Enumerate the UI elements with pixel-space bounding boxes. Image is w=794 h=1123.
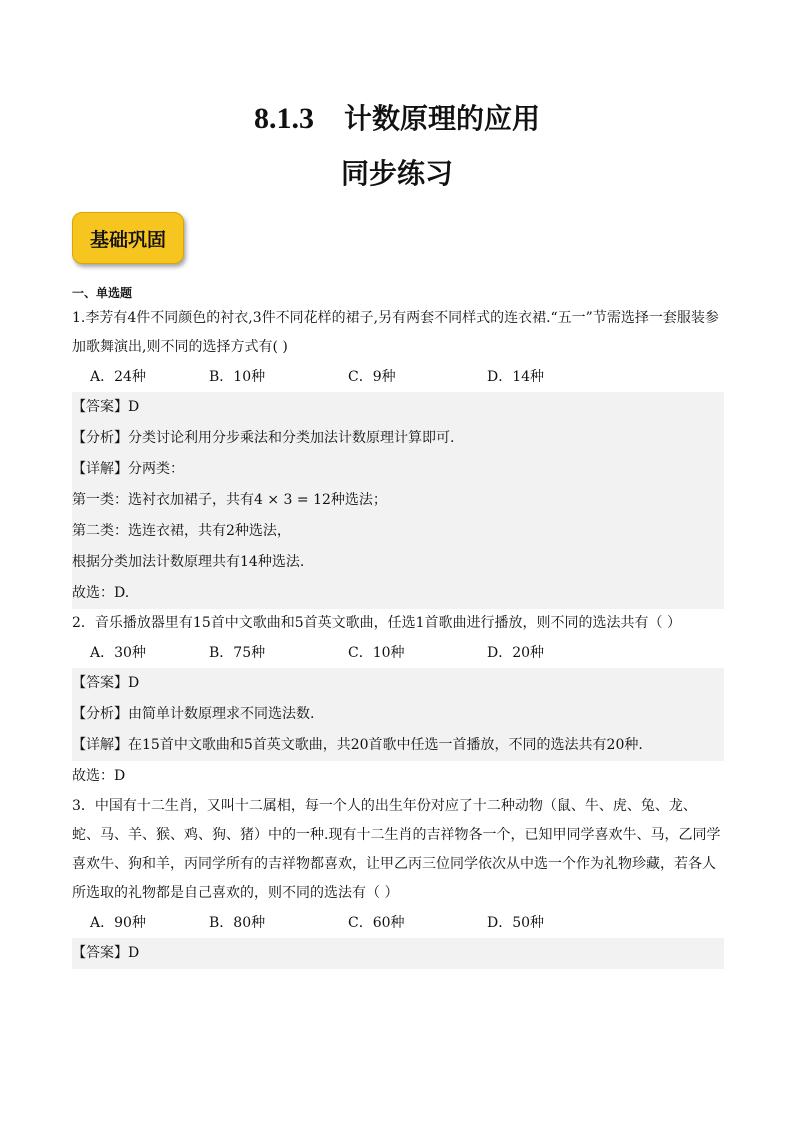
option-a: A．90种 xyxy=(90,915,146,931)
question-1-solution xyxy=(72,392,724,609)
option-c: C．9种 xyxy=(348,369,396,385)
question-2-solution xyxy=(72,668,724,761)
title-text: 计数原理的应用 xyxy=(343,102,540,135)
option-d: D．20种 xyxy=(487,645,545,661)
question-list xyxy=(72,282,724,969)
question-2-conclusion xyxy=(72,761,724,792)
question-1-text: 1.李芳有4件不同颜色的衬衣,3件不同花样的裙子,另有两套不同样式的连衣裙.“五一”节需选择一套服装参加歌舞演出,则不同的选择方式有( ) xyxy=(72,310,719,355)
section-heading: 一、单选题 xyxy=(72,286,133,300)
detail-line: 【详解】在15首中文歌曲和5首英文歌曲，共20首歌中任选一首播放，不同的选法共有20种. xyxy=(72,737,643,753)
option-b: B．10种 xyxy=(209,369,266,385)
question-3-options xyxy=(72,908,724,938)
question-3-text: 3．中国有十二生肖，又叫十二属相，每一个人的出生年份对应了十二种动物（鼠、牛、虎、兔、龙、蛇、马、羊、猴、鸡、狗、猪）中的一种.现有十二生肖的吉祥物各一个，已知甲同学喜欢牛、马，乙同学喜欢牛、狗和羊，丙同学所有的吉祥物都喜欢，让甲乙丙三位同学依次从中选一个作为礼物珍藏，若各人所选取的礼物都是自己喜欢的，则不同的选法有（ ） xyxy=(72,798,721,901)
option-b: B．75种 xyxy=(209,645,266,661)
section-badge: 基础巩固 xyxy=(72,212,184,264)
page-title xyxy=(0,97,794,137)
detail-line: 【详解】分两类： xyxy=(72,461,184,477)
answer-line: 【答案】D xyxy=(72,399,140,415)
option-c: C．60种 xyxy=(348,915,405,931)
choose-line: 故选：D xyxy=(72,768,126,784)
option-c: C．10种 xyxy=(348,645,405,661)
option-b: B．80种 xyxy=(209,915,266,931)
option-d: D．50种 xyxy=(487,915,545,931)
step-line: 根据分类加法计数原理共有14种选法. xyxy=(72,554,305,570)
step-line: 第二类：选连衣裙，共有2种选法， xyxy=(72,523,291,539)
option-a: A．24种 xyxy=(90,369,146,385)
option-d: D．14种 xyxy=(487,369,545,385)
step-line: 第一类：选衬衣加裙子，共有4 × 3 = 12种选法； xyxy=(72,492,387,508)
question-2-options xyxy=(72,638,724,668)
analysis-line: 【分析】分类讨论利用分步乘法和分类加法计数原理计算即可. xyxy=(72,430,455,446)
page-subtitle: 同步练习 xyxy=(340,157,453,190)
title-number: 8.1.3 xyxy=(253,102,314,135)
option-a: A．30种 xyxy=(90,645,146,661)
answer-line: 【答案】D xyxy=(72,675,140,691)
choose-line: 故选：D. xyxy=(72,585,130,601)
question-1-options xyxy=(72,362,724,392)
answer-line: 【答案】D xyxy=(72,945,140,961)
question-2-text: 2．音乐播放器里有15首中文歌曲和5首英文歌曲，任选1首歌曲进行播放，则不同的选法共有（ ） xyxy=(72,615,681,631)
analysis-line: 【分析】由简单计数原理求不同选法数. xyxy=(72,706,315,722)
question-3-solution xyxy=(72,938,724,969)
